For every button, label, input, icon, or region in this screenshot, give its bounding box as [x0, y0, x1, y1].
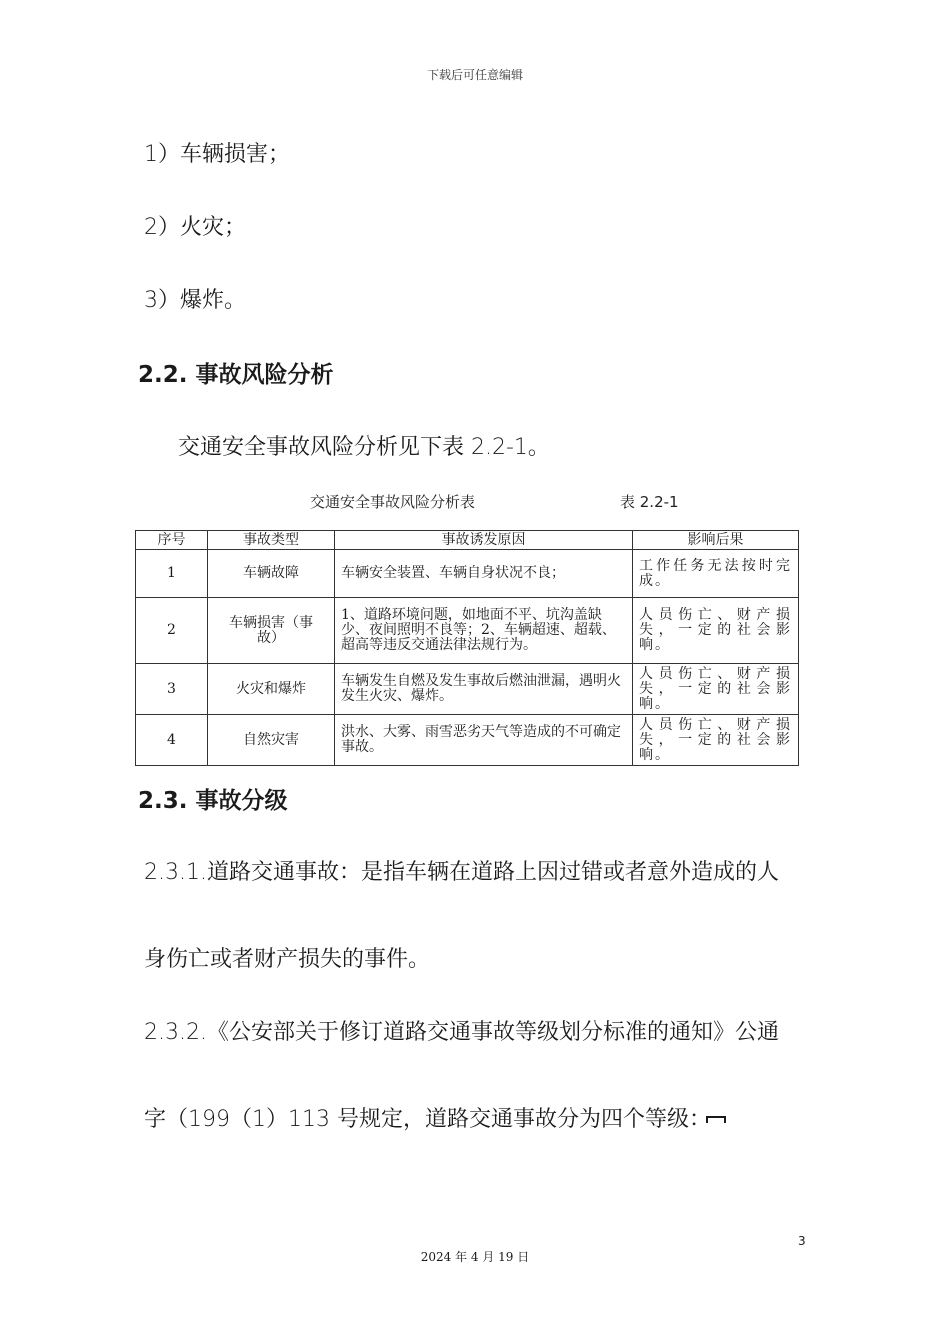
list-item-3: 3）爆炸。 — [144, 288, 246, 313]
table-header-row — [136, 531, 799, 550]
page-header: 下载后可任意编辑 — [426, 68, 523, 82]
page-number: 3 — [798, 1234, 806, 1248]
cell-no: 4 — [136, 715, 208, 766]
header-no: 序号 — [136, 531, 208, 550]
cell-effect: 人员伤亡、财产损失，一定的社会影响。 — [633, 664, 799, 715]
paragraph-2-3-2-line-1: 2.3.2.《公安部关于修订道路交通事故等级划分标准的通知》公通 — [144, 1020, 779, 1045]
section-2-2-intro: 交通安全事故风险分析见下表 2.2-1。 — [178, 435, 550, 460]
table-row — [136, 550, 799, 598]
cell-cause: 洪水、大雾、雨雪恶劣天气等造成的不可确定事故。 — [335, 715, 633, 766]
header-cause: 事故诱发原因 — [335, 531, 633, 550]
table-row — [136, 715, 799, 766]
cell-type: 车辆故障 — [208, 550, 335, 598]
section-heading-2-2: 2.2. 事故风险分析 — [138, 362, 334, 388]
risk-analysis-table — [135, 530, 799, 766]
table-number: 表 2.2-1 — [620, 493, 679, 511]
cell-effect: 人员伤亡、财产损失，一定的社会影响。 — [633, 598, 799, 664]
table-row — [136, 598, 799, 664]
cell-cause: 车辆安全装置、车辆自身状况不良； — [335, 550, 633, 598]
cell-effect: 人员伤亡、财产损失，一定的社会影响。 — [633, 715, 799, 766]
cell-cause: 1、道路环境问题，如地面不平、坑沟盖缺少、夜间照明不良等；2、车辆超速、超载、超高等违反交通法律法规行为。 — [335, 598, 633, 664]
header-type: 事故类型 — [208, 531, 335, 550]
footer-date: 2024 年 4 月 19 日 — [420, 1250, 530, 1264]
cell-type: 自然灾害 — [208, 715, 335, 766]
cell-no: 1 — [136, 550, 208, 598]
cell-type: 车辆损害（事故） — [208, 598, 335, 664]
table-caption: 交通安全事故风险分析表 — [310, 493, 476, 511]
paragraph-2-3-1-line-1: 2.3.1.道路交通事故：是指车辆在道路上因过错或者意外造成的人 — [144, 860, 779, 885]
table-row — [136, 664, 799, 715]
header-effect: 影响后果 — [633, 531, 799, 550]
list-item-2: 2）火灾； — [144, 215, 246, 240]
cell-no: 3 — [136, 664, 208, 715]
cell-effect: 工作任务无法按时完成。 — [633, 550, 799, 598]
bracket-glyph-icon — [706, 1114, 726, 1124]
section-heading-2-3: 2.3. 事故分级 — [138, 788, 288, 814]
cell-type: 火灾和爆炸 — [208, 664, 335, 715]
list-item-1: 1）车辆损害； — [144, 142, 290, 167]
cell-cause: 车辆发生自燃及发生事故后燃油泄漏，遇明火发生火灾、爆炸。 — [335, 664, 633, 715]
paragraph-2-3-2-line-2: 字（199（1）113 号规定，道路交通事故分为四个等级： — [144, 1107, 711, 1132]
paragraph-2-3-1-line-2: 身伤亡或者财产损失的事件。 — [144, 947, 431, 972]
cell-no: 2 — [136, 598, 208, 664]
